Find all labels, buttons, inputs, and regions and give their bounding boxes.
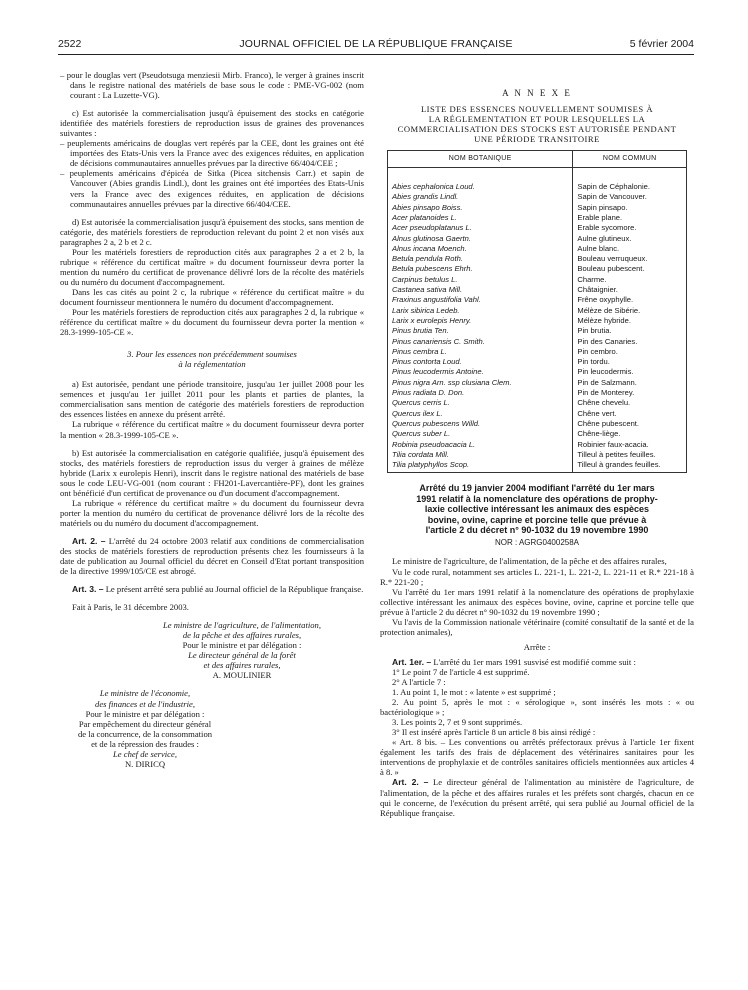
botanical-name-cell: Larix sibirica Ledeb. bbox=[388, 306, 573, 316]
section-heading: 3. Pour les essences non précédemment soumises à la réglementation bbox=[127, 349, 297, 370]
species-table-body bbox=[388, 168, 687, 473]
table-row bbox=[388, 326, 687, 336]
paragraph: Pour les matériels forestiers de reproduction cités aux paragraphes 2 d, la rubrique « référence du certificat maître » du document du fournisseur devra porter la mention « 28.3-1999-105-CE ». bbox=[60, 307, 364, 338]
table-row bbox=[388, 460, 687, 473]
common-name-cell: Sapin de Vancouver. bbox=[573, 192, 687, 202]
paragraph: La rubrique « référence du certificat maître » du document du fournisseur devra porter la mention du numéro du certificat de provenance délivré lors de la récolte des matériels ou du numéro du document d'accompagnement. bbox=[60, 497, 364, 528]
common-name-cell: Mélèze de Sibérie. bbox=[573, 306, 687, 316]
botanical-name-cell: Carpinus betulus L. bbox=[388, 275, 573, 285]
table-row bbox=[388, 254, 687, 264]
botanical-name-cell: Tilia platyphyllos Scop. bbox=[388, 460, 573, 473]
botanical-name-cell: Acer platanoides L. bbox=[388, 213, 573, 223]
table-row bbox=[388, 429, 687, 439]
list-item: 3. Les points 2, 7 et 9 sont supprimés. bbox=[392, 717, 523, 728]
common-name-cell: Aulne blanc. bbox=[573, 244, 687, 254]
column-header-common: NOM COMMUN bbox=[573, 151, 687, 168]
annexe-list-title: LISTE DES ESSENCES NOUVELLEMENT SOUMISES À LA RÉGLEMENTATION ET POUR LESQUELLES LA COMMERCIALISATION DES STOCKS EST AUTORISÉE PENDANT UNE PÉRIODE TRANSITOIRE bbox=[397, 104, 677, 145]
common-name-cell: Châtaignier. bbox=[573, 285, 687, 295]
signature-place-date: Fait à Paris, le 31 décembre 2003. bbox=[72, 602, 189, 613]
paragraph: Dans les cas cités au point 2 c, la rubrique « référence du certificat maître » du document fournisseur mentionnera le numéro du document d'accompagnement. bbox=[60, 286, 364, 307]
column-header-botanical: NOM BOTANIQUE bbox=[388, 151, 573, 168]
common-name-cell: Tilleul à grandes feuilles. bbox=[573, 460, 687, 473]
table-row bbox=[388, 223, 687, 233]
common-name-cell: Chêne pubescent. bbox=[573, 419, 687, 429]
common-name-cell: Pin de Salzmann. bbox=[573, 378, 687, 388]
paragraph: – pour le douglas vert (Pseudotsuga menziesii Mirb. Franco), le verger à graines inscrit dans le registre national des matériels de base sous le code : PME-VG-002 (nom courant : La Luzette-VG). bbox=[60, 70, 364, 101]
paragraph: – peuplements américains de douglas vert repérés par la CEE, dont les graines ont été importées des Etats-Unis vers la France avec des exigences réduites, en application de décisions communautaires annuelles prévues par la directive 66/404/CEE ; bbox=[60, 138, 364, 169]
botanical-name-cell: Tilia cordata Mill. bbox=[388, 450, 573, 460]
page-header bbox=[58, 38, 694, 52]
page-number: 2522 bbox=[58, 38, 82, 50]
issue-date: 5 février 2004 bbox=[629, 38, 694, 50]
table-row bbox=[388, 192, 687, 202]
botanical-name-cell: Quercus cerris L. bbox=[388, 398, 573, 408]
left-column bbox=[60, 70, 364, 769]
paragraph: Vu l'avis de la Commission nationale vétérinaire (comité consultatif de la santé et de la protection animales), bbox=[380, 616, 694, 637]
table-row bbox=[388, 234, 687, 244]
list-item: 2° A l'article 7 : bbox=[392, 677, 446, 687]
table-row bbox=[388, 285, 687, 295]
table-row bbox=[388, 419, 687, 429]
botanical-name-cell: Betula pubescens Ehrh. bbox=[388, 264, 573, 274]
paragraph: Vu l'arrêté du 1er mars 1991 relatif à la nomenclature des opérations de prophylaxie collective intéressant les animaux des espèces bovine, ovine, caprine et porcine telle que prévue à l'article 2 du décret n° 90-1032 du 19 novembre 1990 ; bbox=[380, 586, 694, 617]
journal-title: JOURNAL OFFICIEL DE LA RÉPUBLIQUE FRANÇAISE bbox=[239, 38, 513, 50]
table-row bbox=[388, 213, 687, 223]
nor-reference: NOR : AGRG0400258A bbox=[494, 538, 580, 548]
table-row bbox=[388, 367, 687, 377]
botanical-name-cell: Pinus cembra L. bbox=[388, 347, 573, 357]
botanical-name-cell: Pinus canariensis C. Smith. bbox=[388, 337, 573, 347]
table-row bbox=[388, 388, 687, 398]
common-name-cell: Tilleul à petites feuilles. bbox=[573, 450, 687, 460]
paragraph: b) Est autorisée la commercialisation en catégorie qualifiée, jusqu'à épuisement des stocks, des matériels forestiers de reproduction issus du verger à graines de mélèze hybride (Larix x eurolepis Henri), inscrit dans le registre national des matériels de base sous le code LEU-VG-001 (nom courant : FH201-Lavercantière-PF), dont les graines ont bénéficié d'un certificat de provenance ou d'un document d'accompagnement. bbox=[60, 447, 364, 498]
table-row bbox=[388, 378, 687, 388]
common-name-cell: Chêne chevelu. bbox=[573, 398, 687, 408]
annexe-heading: A N N E X E bbox=[502, 88, 572, 98]
botanical-name-cell: Pinus leucodermis Antoine. bbox=[388, 367, 573, 377]
botanical-name-cell: Abies grandis Lindl. bbox=[388, 192, 573, 202]
table-row bbox=[388, 295, 687, 305]
botanical-name-cell: Fraxinus angustifolia Vahl. bbox=[388, 295, 573, 305]
botanical-name-cell: Betula pendula Roth. bbox=[388, 254, 573, 264]
common-name-cell: Robinier faux-acacia. bbox=[573, 440, 687, 450]
common-name-cell: Sapin de Céphalonie. bbox=[573, 168, 687, 193]
common-name-cell: Pin leucodermis. bbox=[573, 367, 687, 377]
table-row bbox=[388, 357, 687, 367]
botanical-name-cell: Acer pseudoplatanus L. bbox=[388, 223, 573, 233]
list-item: 3° Il est inséré après l'article 8 un article 8 bis ainsi rédigé : bbox=[392, 727, 596, 738]
table-row bbox=[388, 409, 687, 419]
botanical-name-cell: Robinia pseudoacacia L. bbox=[388, 440, 573, 450]
common-name-cell: Pin tordu. bbox=[573, 357, 687, 367]
common-name-cell: Charme. bbox=[573, 275, 687, 285]
table-row bbox=[388, 440, 687, 450]
botanical-name-cell: Pinus radiata D. Don. bbox=[388, 388, 573, 398]
right-column bbox=[380, 70, 694, 818]
signature-block-economie: Le ministre de l'économie, des finances et de l'industrie, Pour le ministre et par délégation : Par empêchement du directeur général de la concurrence, de la consommation et de la répression des fraudes : Le chef de service, N. DIRICQ bbox=[77, 688, 213, 769]
common-name-cell: Mélèze hybride. bbox=[573, 316, 687, 326]
paragraph: d) Est autorisée la commercialisation jusqu'à épuisement des stocks, sans mention de catégorie, des matériels forestiers de reproduction relevant du point 2 et non visés aux paragraphes 2 a, 2 b et 2 c. bbox=[60, 216, 364, 247]
table-row bbox=[388, 275, 687, 285]
species-table bbox=[387, 150, 687, 473]
decree-title: Arrêté du 19 janvier 2004 modifiant l'arrêté du 1er mars 1991 relatif à la nomenclature des opérations de prophy- laxie collective intéressant les animaux des espèces bovine, ovine, caprine et porcine telle que prévue à l'article 2 du décret n° 90-1032 du 19 novembre 1990 bbox=[416, 483, 658, 536]
common-name-cell: Pin cembro. bbox=[573, 347, 687, 357]
table-row bbox=[388, 337, 687, 347]
botanical-name-cell: Pinus contorta Loud. bbox=[388, 357, 573, 367]
botanical-name-cell: Alnus incana Moench. bbox=[388, 244, 573, 254]
table-row bbox=[388, 306, 687, 316]
article-2: Art. 2. – Le directeur général de l'alimentation au ministère de l'agriculture, de l'alimentation, de la pêche et des affaires rurales et les préfets sont chargés, chacun en ce qui le concerne, de l'exécution du présent arrêté, qui sera publié au Journal officiel de la République française. bbox=[380, 777, 694, 818]
common-name-cell: Chêne-liège. bbox=[573, 429, 687, 439]
table-row bbox=[388, 244, 687, 254]
list-item: 1° Le point 7 de l'article 4 est supprimé. bbox=[392, 666, 530, 677]
list-item: 1. Au point 1, le mot : « latente » est supprimé ; bbox=[392, 687, 556, 698]
quoted-article: « Art. 8 bis. – Les conventions ou arrêtés préfectoraux prévus à l'article 1er fixent également les tarifs des frais de déplacement des vétérinaires sanitaires pour les interventions de prophylaxie et de contrôles sanitaires officiels mentionnées aux articles 4 à 8. » bbox=[380, 737, 694, 778]
paragraph: c) Est autorisée la commercialisation jusqu'à épuisement des stocks en catégorie identifiée des matériels forestiers de reproduction issus de graines des provenances suivantes : bbox=[60, 108, 364, 139]
common-name-cell: Aulne glutineux. bbox=[573, 234, 687, 244]
article-3: Art. 3. – Le présent arrêté sera publié au Journal officiel de la République française. bbox=[72, 584, 364, 595]
botanical-name-cell: Quercus suber L. bbox=[388, 429, 573, 439]
botanical-name-cell: Pinus nigra Arn. ssp clusiana Clem. bbox=[388, 378, 573, 388]
botanical-name-cell: Larix x eurolepis Henry. bbox=[388, 316, 573, 326]
common-name-cell: Pin de Monterey. bbox=[573, 388, 687, 398]
table-row bbox=[388, 264, 687, 274]
paragraph: Vu le code rural, notamment ses articles L. 221-1, L. 221-2, L. 221-11 et R.* 221-18 à R.* 221-20 ; bbox=[380, 566, 694, 587]
table-row bbox=[388, 168, 687, 193]
article-1: Art. 1er. – L'arrêté du 1er mars 1991 susvisé est modifié comme suit : bbox=[392, 656, 636, 667]
table-row bbox=[388, 203, 687, 213]
common-name-cell: Frêne oxyphylle. bbox=[573, 295, 687, 305]
paragraph: a) Est autorisée, pendant une période transitoire, jusqu'au 1er juillet 2008 pour les semences et jusqu'au 1er juillet 2011 pour les plants et parties de plantes, la commercialisation sans mention de catégorie des matériels forestiers de reproduction des essences listées en annexe du présent arrêté. bbox=[60, 379, 364, 420]
botanical-name-cell: Abies pinsapo Boiss. bbox=[388, 203, 573, 213]
list-item: 2. Au point 5, après le mot : « sérologique », sont insérés les mots : « ou bactériologique » ; bbox=[380, 697, 694, 718]
botanical-name-cell: Quercus pubescens Willd. bbox=[388, 419, 573, 429]
paragraph: – peuplements américains d'épicéa de Sitka (Picea sitchensis Carr.) et sapin de Vancouver (Abies grandis Lindl.), dont les graines ont été importées des Etats-Unis vers la France avec des exigences réduites, en application de décisions communautaires annuelles prévues par la directive 66/404/CEE. bbox=[60, 168, 364, 209]
common-name-cell: Pin des Canaries. bbox=[573, 337, 687, 347]
paragraph: Le ministre de l'agriculture, de l'alimentation, de la pêche et des affaires rurales, bbox=[392, 556, 667, 567]
botanical-name-cell: Abies cephalonica Loud. bbox=[388, 168, 573, 193]
common-name-cell: Erable sycomore. bbox=[573, 223, 687, 233]
botanical-name-cell: Alnus glutinosa Gaertn. bbox=[388, 234, 573, 244]
botanical-name-cell: Pinus brutia Ten. bbox=[388, 326, 573, 336]
table-row bbox=[388, 398, 687, 408]
arrete-word: Arrête : bbox=[523, 641, 551, 652]
table-row bbox=[388, 316, 687, 326]
signature-block-agriculture: Le ministre de l'agriculture, de l'alimentation, de la pêche et des affaires rurales, Pour le ministre et par délégation : Le directeur général de la forêt et des affaires rurales, A. MOULINIER bbox=[163, 620, 321, 681]
common-name-cell: Chêne vert. bbox=[573, 409, 687, 419]
paragraph: La rubrique « référence du certificat maître » du document fournisseur devra porter la mention « 28.3-1999-105-CE ». bbox=[60, 419, 364, 440]
table-row bbox=[388, 347, 687, 357]
header-rule bbox=[58, 54, 694, 55]
botanical-name-cell: Quercus ilex L. bbox=[388, 409, 573, 419]
common-name-cell: Bouleau pubescent. bbox=[573, 264, 687, 274]
table-row bbox=[388, 450, 687, 460]
common-name-cell: Bouleau verruqueux. bbox=[573, 254, 687, 264]
common-name-cell: Sapin pinsapo. bbox=[573, 203, 687, 213]
botanical-name-cell: Castanea sativa Mill. bbox=[388, 285, 573, 295]
paragraph: Pour les matériels forestiers de reproduction cités aux paragraphes 2 a et 2 b, la rubrique « référence du certificat maître » du document fournisseur devra porter la mention du numéro du certificat de provenance délivré lors de la récolte des matériels ou du numéro du document d'accompagnement. bbox=[60, 246, 364, 287]
common-name-cell: Pin brutia. bbox=[573, 326, 687, 336]
article-2: Art. 2. – L'arrêté du 24 octobre 2003 relatif aux conditions de commercialisation des stocks de matériels forestiers de reproduction présents chez les fournisseurs à la date de publication au Journal officiel du décret en Conseil d'Etat portant transposition de la directive 1999/105/CE est abrogé. bbox=[60, 535, 364, 577]
common-name-cell: Erable plane. bbox=[573, 213, 687, 223]
